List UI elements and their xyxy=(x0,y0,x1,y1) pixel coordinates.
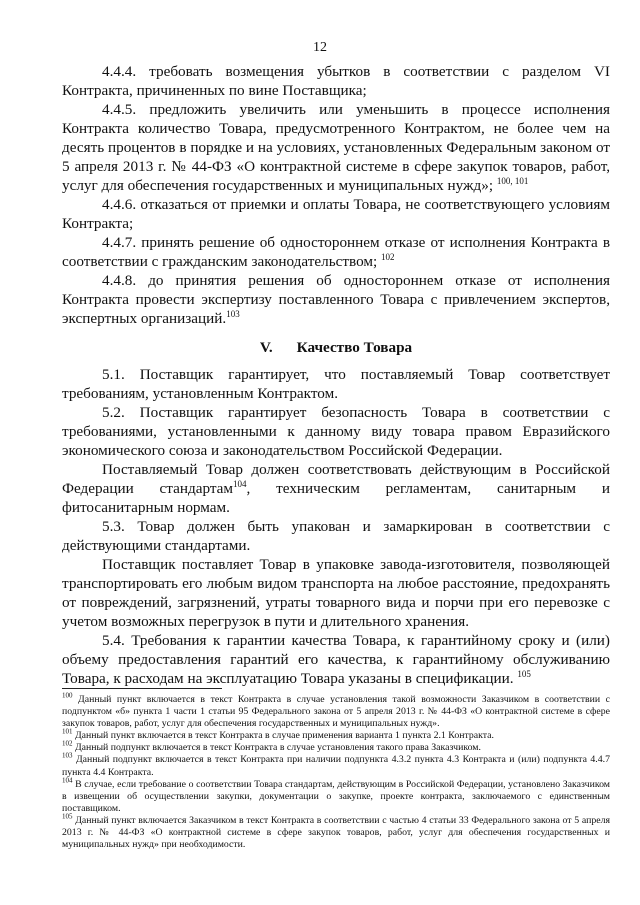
document-body xyxy=(62,62,610,688)
footnote-ref: 102 xyxy=(381,251,395,262)
footnote-separator xyxy=(62,688,222,689)
section-heading xyxy=(62,338,610,357)
footnote-number: 101 xyxy=(62,728,73,737)
footnote-number: 103 xyxy=(62,752,73,761)
page-number: 12 xyxy=(313,40,327,55)
footnote xyxy=(62,812,611,851)
paragraph-4-4-8 xyxy=(62,271,610,328)
section-title: Качество Товара xyxy=(296,339,413,356)
footnote-text: Данный подпункт включается в текст Контракта в случае установления такого права Заказчиком. xyxy=(74,742,481,754)
footnote-number: 102 xyxy=(62,740,73,749)
footnotes xyxy=(62,691,611,851)
footnote-text: Данный пункт включается в текст Контракта в случае установления такой возможности Заказчиком в соответствии с подпунктом «б» пункта 1 части 1 статьи 95 Федерального закона от 5 апреля 2013 г. № 44-ФЗ «О контрактной системе в сфере закупок товаров, работ, услуг для обеспечения государственных и муниципальных нужд». xyxy=(62,694,610,730)
footnote-ref: 104 xyxy=(233,478,247,489)
paragraph-4-4-4 xyxy=(62,62,610,100)
paragraph-4-4-5 xyxy=(62,100,610,195)
footnote-number: 104 xyxy=(62,776,73,785)
paragraph-5-1: 5.1. Поставщик гарантирует, что поставляемый Товар соответствует требованиям, установленным Контрактом. xyxy=(62,366,610,402)
paragraph-text: Поставляемый Товар должен соответствовать действующим в Российской Федерации стандартам xyxy=(62,461,610,497)
footnote-ref: 103 xyxy=(226,308,240,319)
footnote-number: 105 xyxy=(62,812,73,821)
paragraph-packaging: Поставщик поставляет Товар в упаковке завода-изготовителя, позволяющей транспортировать его любым видом транспорта на любое расстояние, предохранять от повреждений, загрязнений, утраты товарного вида и порчи при его перевозке с учетом возможных перегрузок в пути и длительного хранения. xyxy=(62,556,610,630)
footnote-text: В случае, если требование о соответствии Товара стандартам, действующим в Российской Федерации, установлено Заказчиком в извещении об осуществлении закупки, документации о закупке, проекте контракта, заключаемого с единственным поставщиком. xyxy=(62,778,610,814)
footnote xyxy=(62,754,610,778)
paragraph-standards xyxy=(62,460,610,517)
paragraph-4-4-7 xyxy=(62,233,610,271)
section-number: V. xyxy=(259,339,273,356)
footnote-text: Данный пункт включается Заказчиком в текст Контракта в соответствии с частью 4 статьи 33 Федерального закона от 5 апреля 2013 г. № 44-ФЗ «О контрактной системе в сфере закупок товаров, работ, услуг для обеспечения государственных и муниципальных нужд» при необходимости. xyxy=(62,814,611,851)
paragraph-5-4 xyxy=(62,631,610,688)
paragraph-5-3: 5.3. Товар должен быть упакован и замаркирован в соответствии с действующими стандартами. xyxy=(62,518,610,554)
paragraph-5-2: 5.2. Поставщик гарантирует безопасность Товара в соответствии с требованиями, установленными к данному виду товара правом Евразийского экономического союза и законодательством Российской Федерации. xyxy=(62,404,610,459)
paragraph-text: 4.4.8. до принятия решения об одностороннем отказе от исполнения Контракта провести экспертизу поставленного Товара с привлечением экспертов, экспертных организаций. xyxy=(62,272,610,327)
paragraph-text: 4.4.5. предложить увеличить или уменьшить в процессе исполнения Контракта количество Товара, предусмотренного Контрактом, не более чем на десять процентов в порядке и на условиях, установленных Федеральным законом от 5 апреля 2013 г. № 44-ФЗ «О контрактной системе в сфере закупок товаров, работ, услуг для обеспечения государственных и муниципальных нужд»; xyxy=(62,101,610,194)
footnote-number: 100 xyxy=(62,691,73,700)
footnote xyxy=(62,730,610,742)
footnote xyxy=(62,776,610,815)
footnote xyxy=(62,691,610,730)
paragraph-text: , техническим регламентам, санитарным и фитосанитарным нормам. xyxy=(62,480,610,516)
footnote-text: Данный подпункт включается в текст Контракта при наличии подпункта 4.3.2 пункта 4.3 Контракта и (или) подпункта 4.4.7 пункта 4.4 Контракта. xyxy=(62,754,610,778)
paragraph-text: 4.4.4. требовать возмещения убытков в соответствии с разделом VI Контракта, причиненных по вине Поставщика; xyxy=(62,63,610,99)
paragraph-text: 4.4.7. принять решение об одностороннем отказе от исполнения Контракта в соответствии с гражданским законодательством; xyxy=(62,234,610,270)
paragraph-4-4-6 xyxy=(62,195,610,233)
paragraph-text: 5.4. Требования к гарантии качества Товара, к гарантийному сроку и (или) объему предоставления гарантий его качества, к гарантийному обслуживанию Товара, к расходам на эксплуатацию Товара указаны в спецификации. xyxy=(62,632,610,687)
footnote-ref: 100, 101 xyxy=(496,175,529,186)
footnote xyxy=(62,742,610,754)
footnote-text: Данный пункт включается в текст Контракта в случае применения варианта 1 пункта 2.1 Контракта. xyxy=(74,730,494,742)
paragraph-text: 4.4.6. отказаться от приемки и оплаты Товара, не соответствующего условиям Контракта; xyxy=(62,196,610,232)
footnote-ref: 105 xyxy=(517,668,531,679)
